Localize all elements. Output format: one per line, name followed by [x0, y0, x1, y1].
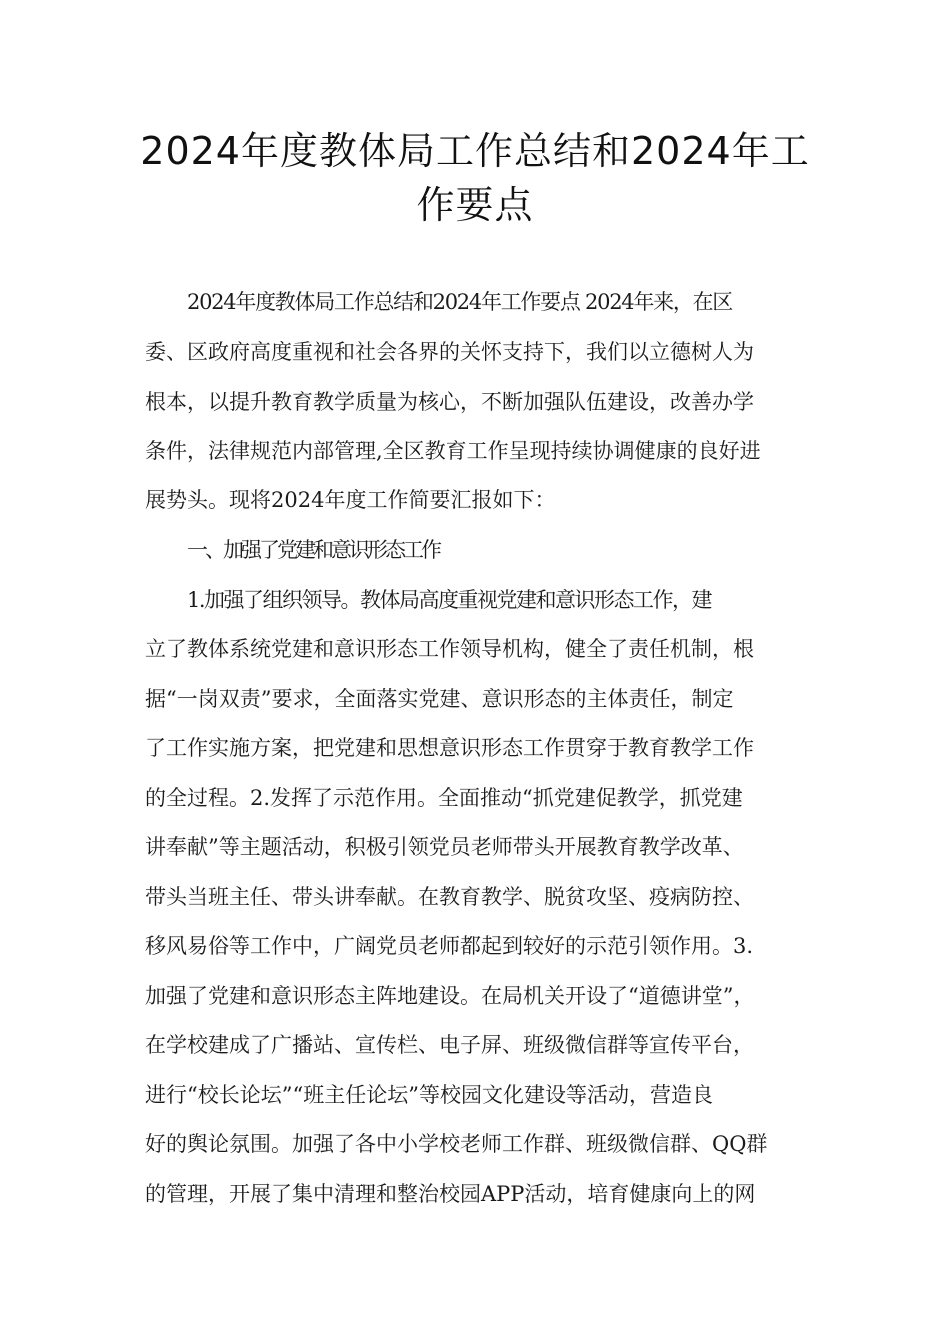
title-line-2: 作要点 — [416, 183, 534, 227]
section-1-body-line: 了工作实施方案，把党建和思想意识形态工作贯穿于教育教学工作 — [145, 736, 754, 760]
section-1-body-line: 在学校建成了广播站、宣传栏、电子屏、班级微信群等宣传平台， — [145, 1033, 754, 1057]
section-heading-1: 一、加强了党建和意识形态工作 — [187, 538, 439, 562]
section-1-body-line: 移风易俗等工作中，广阔党员老师都起到较好的示范引领作用。3. — [145, 934, 754, 958]
section-1-body-line: 加强了党建和意识形态主阵地建设。在局机关开设了“道德讲堂”， — [145, 984, 755, 1008]
document-title — [100, 124, 850, 232]
section-1-body-line: 据“一岗双责”要求，全面落实党建、意识形态的主体责任，制定 — [145, 687, 734, 711]
section-1-body-line: 的管理，开展了集中清理和整治校园APP活动，培育健康向上的网 — [145, 1182, 756, 1206]
section-1-body-line: 好的舆论氛围。加强了各中小学校老师工作群、班级微信群、QQ群 — [145, 1132, 768, 1156]
section-1-body-line: 讲奉献”等主题活动，积极引领党员老师带头开展教育教学改革、 — [145, 835, 744, 859]
title-line-1: 2024年度教体局工作总结和2024年工 — [140, 129, 810, 173]
section-1-body-line: 带头当班主任、带头讲奉献。在教育教学、脱贫攻坚、疫病防控、 — [145, 885, 754, 909]
section-1-body-line: 的全过程。2.发挥了示范作用。全面推动“抓党建促教学，抓党建 — [145, 786, 743, 810]
paragraph-intro-line: 展势头。现将2024年度工作简要汇报如下： — [145, 488, 556, 512]
section-1-body-line: 进行“校长论坛”“班主任论坛”等校园文化建设等活动，营造良 — [145, 1083, 713, 1107]
paragraph-intro-line: 委、区政府高度重视和社会各界的关怀支持下，我们以立德树人为 — [145, 340, 754, 364]
section-1-body-line: 1.加强了组织领导。教体局高度重视党建和意识形态工作，建 — [187, 588, 712, 612]
paragraph-intro-line: 2024年度教体局工作总结和2024年工作要点 2024年来，在区 — [187, 290, 733, 314]
section-1-body-line: 立了教体系统党建和意识形态工作领导机构，健全了责任机制，根 — [145, 637, 754, 661]
paragraph-intro-line: 条件，法律规范内部管理,全区教育工作呈现持续协调健康的良好进 — [145, 439, 761, 463]
paragraph-intro-line: 根本，以提升教育教学质量为核心，不断加强队伍建设，改善办学 — [145, 390, 754, 414]
